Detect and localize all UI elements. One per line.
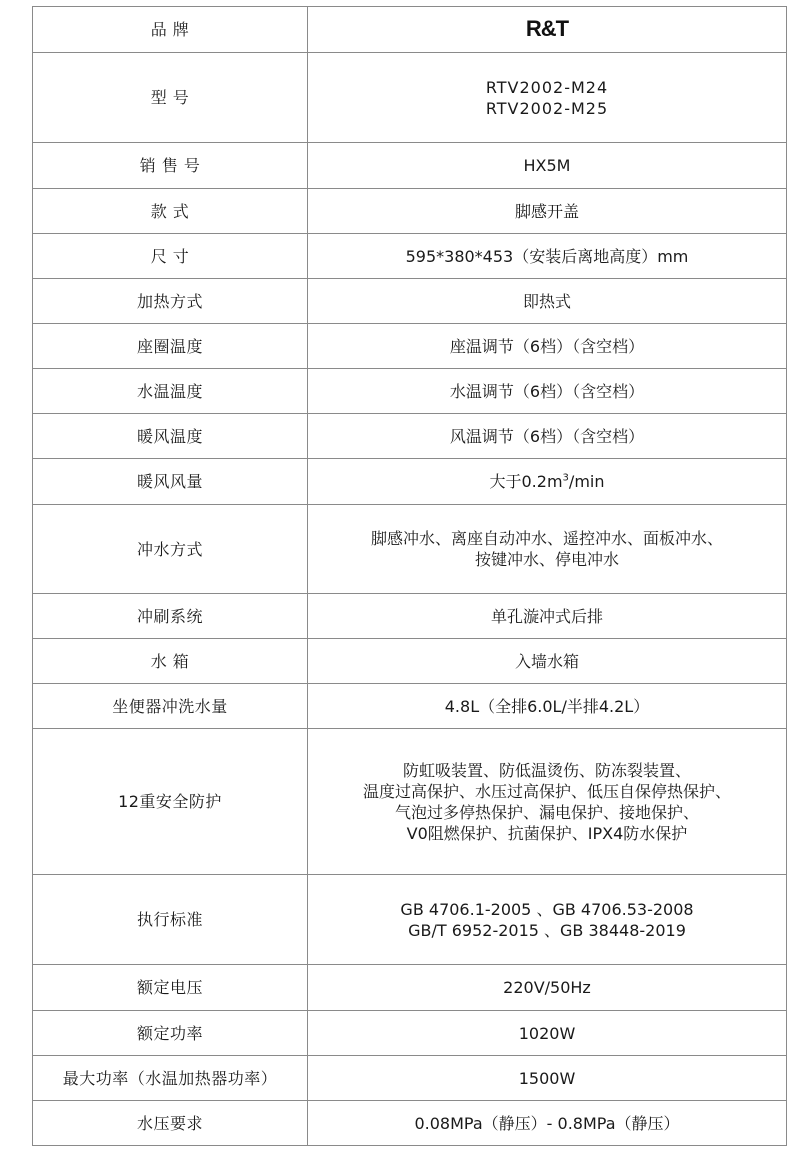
table-row (33, 505, 787, 594)
row-label: 坐便器冲洗水量 (33, 684, 308, 729)
row-label: 品 牌 (33, 7, 308, 53)
value-line: GB 4706.1-2005 、GB 4706.53-2008 (400, 899, 694, 919)
table-row (33, 594, 787, 639)
row-label: 最大功率（水温加热器功率） (33, 1056, 308, 1101)
value-line: RTV2002-M25 (485, 98, 609, 118)
row-value (308, 505, 787, 594)
row-label: 尺 寸 (33, 234, 308, 279)
table-row (33, 279, 787, 324)
table-row (33, 53, 787, 143)
row-value: 1020W (308, 1011, 787, 1056)
row-value: 水温调节（6档）（含空档） (308, 369, 787, 414)
row-value (308, 459, 787, 505)
table-row (33, 1101, 787, 1146)
value-superscript: 3 (562, 472, 569, 484)
table-row (33, 234, 787, 279)
brand-logo (308, 7, 787, 53)
row-label: 水温温度 (33, 369, 308, 414)
table-row (33, 639, 787, 684)
row-label: 水 箱 (33, 639, 308, 684)
table-row (33, 875, 787, 965)
value-line: RTV2002-M24 (485, 77, 609, 97)
row-value (308, 53, 787, 143)
row-value: 220V/50Hz (308, 965, 787, 1011)
table-row (33, 965, 787, 1011)
row-value (308, 875, 787, 965)
value-line: V0阻燃保护、抗菌保护、IPX4防水保护 (406, 823, 688, 843)
row-value: 风温调节（6档）（含空档） (308, 414, 787, 459)
value-line: 防虹吸装置、防低温烫伤、防冻裂装置、 (402, 760, 691, 780)
value-line: 按键冲水、停电冲水 (474, 550, 619, 569)
table-row (33, 324, 787, 369)
row-label: 12重安全防护 (33, 729, 308, 875)
row-value: 0.08MPa（静压）- 0.8MPa（静压） (308, 1101, 787, 1146)
table-row (33, 7, 787, 53)
table-row (33, 1056, 787, 1101)
row-value: HX5M (308, 143, 787, 189)
value-suffix: /min (568, 472, 605, 491)
row-label: 额定功率 (33, 1011, 308, 1056)
value-prefix: 大于0.2m (489, 472, 563, 491)
row-value (308, 729, 787, 875)
row-value: 座温调节（6档）（含空档） (308, 324, 787, 369)
row-label: 销 售 号 (33, 143, 308, 189)
table-row (33, 459, 787, 505)
brand-logo-text: R&T (525, 16, 569, 41)
row-value: 1500W (308, 1056, 787, 1101)
table-row (33, 1011, 787, 1056)
row-label: 型 号 (33, 53, 308, 143)
row-value: 脚感开盖 (308, 189, 787, 234)
row-label: 暖风风量 (33, 459, 308, 505)
table-row (33, 369, 787, 414)
table-row (33, 143, 787, 189)
row-label: 座圈温度 (33, 324, 308, 369)
value-line: 温度过高保护、水压过高保护、低压自保停热保护、 (362, 781, 731, 801)
row-label: 执行标准 (33, 875, 308, 965)
row-label: 暖风温度 (33, 414, 308, 459)
table-row (33, 684, 787, 729)
table-row (33, 189, 787, 234)
value-line: 脚感冲水、离座自动冲水、遥控冲水、面板冲水、 (370, 529, 723, 548)
row-label: 加热方式 (33, 279, 308, 324)
spec-table (32, 6, 787, 1146)
table-row (33, 414, 787, 459)
row-label: 水压要求 (33, 1101, 308, 1146)
row-value: 单孔漩冲式后排 (308, 594, 787, 639)
row-value: 入墙水箱 (308, 639, 787, 684)
row-value: 即热式 (308, 279, 787, 324)
row-label: 冲水方式 (33, 505, 308, 594)
row-value: 4.8L（全排6.0L/半排4.2L） (308, 684, 787, 729)
row-value: 595*380*453（安装后离地高度）mm (308, 234, 787, 279)
row-label: 款 式 (33, 189, 308, 234)
value-line: 气泡过多停热保护、漏电保护、接地保护、 (394, 802, 699, 822)
row-label: 额定电压 (33, 965, 308, 1011)
row-label: 冲刷系统 (33, 594, 308, 639)
table-row (33, 729, 787, 875)
value-line: GB/T 6952-2015 、GB 38448-2019 (408, 920, 686, 940)
